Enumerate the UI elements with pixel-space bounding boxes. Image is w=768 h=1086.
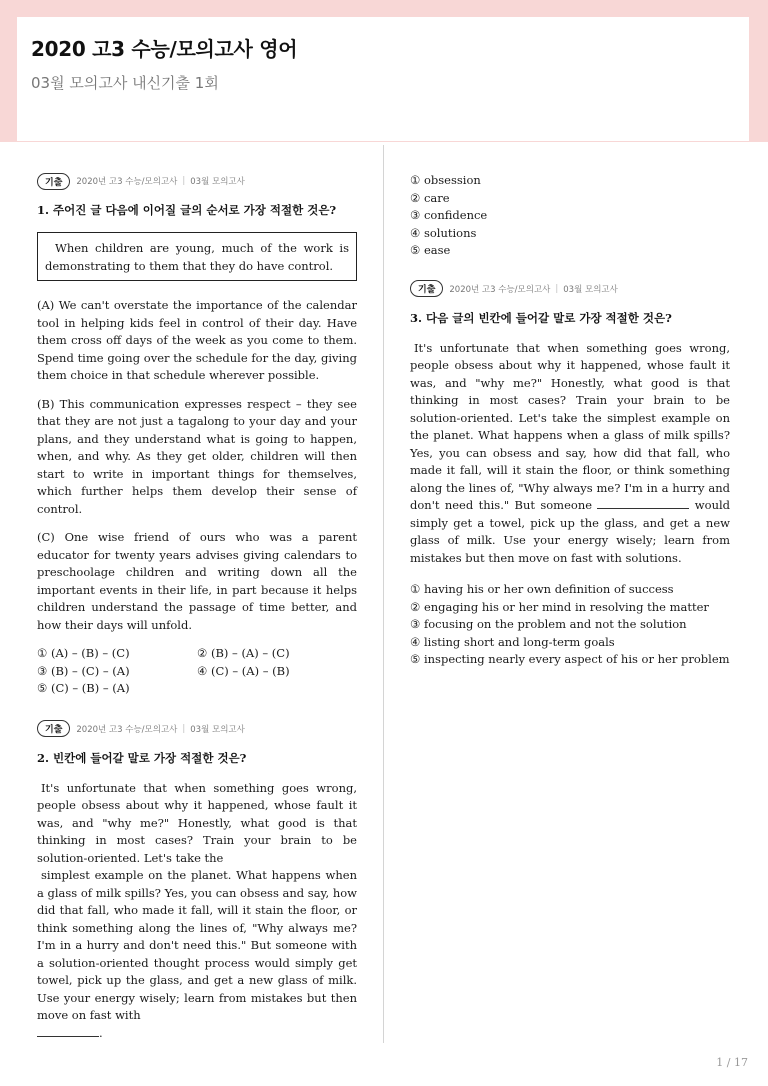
q2-source: 기출 2020년 고3 수능/모의고사 | 03월 모의고사 — [37, 720, 357, 738]
q2-option-3[interactable]: ③ confidence — [410, 208, 488, 222]
q3-source-tag: 기출 — [410, 280, 443, 297]
q3-option-5[interactable]: ⑤ inspecting nearly every aspect of his or her problem — [410, 652, 730, 666]
q2-passage-end: . — [99, 1025, 103, 1040]
q3-option-2[interactable]: ② engaging his or her mind in resolving the matter — [410, 599, 709, 614]
q1-option-3[interactable]: ③ (B) – (C) – (A) — [37, 663, 130, 678]
q1-option-5[interactable]: ⑤ (C) – (B) – (A) — [37, 681, 130, 695]
q3-source-exam: 03월 모의고사 — [563, 284, 618, 295]
q1-source-tag: 기출 — [37, 173, 70, 190]
page-number: 1 / 17 — [716, 1056, 748, 1069]
q3-option-1[interactable]: ① having his or her own definition of success — [410, 582, 674, 596]
q2-option-5[interactable]: ⑤ ease — [410, 243, 451, 257]
q1-option-1[interactable]: ① (A) – (B) – (C) — [37, 646, 130, 660]
q2-passage-part2: simplest example on the planet. What happens when a glass of milk spills? Yes, you can obsess and say, how did that fall, who made it fall, will it stain the floor, or think something along the lines of, "Why always me? I'm in a hurry and don't need this." But someone with a solution-oriented thought process would simply get towel, pick up the glass, and get a new glass of milk. Use your energy wisely; learn from mistakes but then move on fast with — [37, 868, 358, 1022]
left-column — [37, 172, 357, 1042]
document-subtitle: 03월 모의고사 내신기출 1회 — [31, 74, 219, 92]
q1-source-exam: 03월 모의고사 — [190, 177, 245, 187]
q3-title: 3. 다음 글의 빈칸에 들어갈 말로 가장 적절한 것은? — [410, 310, 672, 325]
q2-blank — [37, 1035, 99, 1037]
q3-source-year: 2020년 고3 수능/모의고사 — [449, 284, 551, 295]
q1-paragraph-a: (A) We can't overstate the importance of the calendar tool in helping kids feel in control of their day. Have them cross off days of the week as you come to them. Spend time going over the schedule for the day, giving them choice in that schedule wherever possible. — [37, 298, 357, 382]
q2-option-1[interactable]: ① obsession — [410, 173, 481, 187]
q1-source: 기출 2020년 고3 수능/모의고사 | 03월 모의고사 — [37, 172, 357, 190]
q1-source-year: 2020년 고3 수능/모의고사 — [76, 177, 178, 187]
q1-option-2[interactable]: ② (B) – (A) – (C) — [197, 646, 290, 660]
q2-source-tag: 기출 — [37, 720, 70, 737]
q2-source-exam: 03월 모의고사 — [190, 724, 245, 735]
column-divider — [383, 145, 384, 1043]
q2-title: 2. 빈칸에 들어갈 말로 가장 적절한 것은? — [37, 750, 247, 765]
q1-options — [37, 645, 357, 698]
q1-option-4[interactable]: ④ (C) – (A) – (B) — [197, 663, 290, 678]
q2-source-year: 2020년 고3 수능/모의고사 — [76, 724, 178, 735]
q1-given-box: When children are young, much of the work is demonstrating to them that they do have control. — [37, 232, 357, 281]
q1-paragraph-c: (C) One wise friend of ours who was a parent educator for twenty years advises giving calendars to preschoolage children and writing down all the important events in their life, in part because it helps children understand the passage of time better, and how their days will unfold. — [37, 530, 357, 632]
right-column — [410, 172, 730, 669]
q3-passage-part2: would simply get a towel, pick up the glass, and get a new glass of milk. Use your energy wisely; learn from mistakes but then move on fast with solutions. — [410, 498, 731, 565]
q2-option-4[interactable]: ④ solutions — [410, 225, 477, 240]
q3-passage-part1: It's unfortunate that when something goes wrong, people obsess about why it happened, whose fault it was, and "why me?" Honestly, what good is that thinking in most cases? Train your brain to be solution-oriented. Let's take the simplest example on the planet. What happens when a glass of milk spills? Yes, you can obsess and say, how did that fall, who made it fall, will it stain the floor, or think something along the lines of, "Why always me? I'm in a hurry and don't need this." But someone — [410, 340, 730, 512]
q2-option-2[interactable]: ② care — [410, 190, 450, 205]
q1-paragraph-b: (B) This communication expresses respect – they see that they are not just a tagalong to your day and your plans, and they understand what is going to happen, when, and why. As they get older, children will then start to write in important things for themselves, which further helps them develop their sense of control. — [37, 396, 357, 516]
q3-source: 기출 2020년 고3 수능/모의고사 | 03월 모의고사 — [410, 280, 730, 298]
q3-blank — [597, 507, 689, 509]
q1-title: 1. 주어진 글 다음에 이어질 글의 순서로 가장 적절한 것은? — [37, 203, 337, 217]
q3-option-3[interactable]: ③ focusing on the problem and not the solution — [410, 617, 687, 631]
document-title: 2020 고3 수능/모의고사 영어 — [31, 37, 298, 61]
q2-passage-part1: It's unfortunate that when something goes wrong, people obsess about why it happened, whose fault it was, and "why me?" Honestly, what good is that thinking in most cases? Train your brain to be solution-oriented. Let's take the — [37, 780, 357, 865]
q3-option-4[interactable]: ④ listing short and long-term goals — [410, 634, 615, 649]
